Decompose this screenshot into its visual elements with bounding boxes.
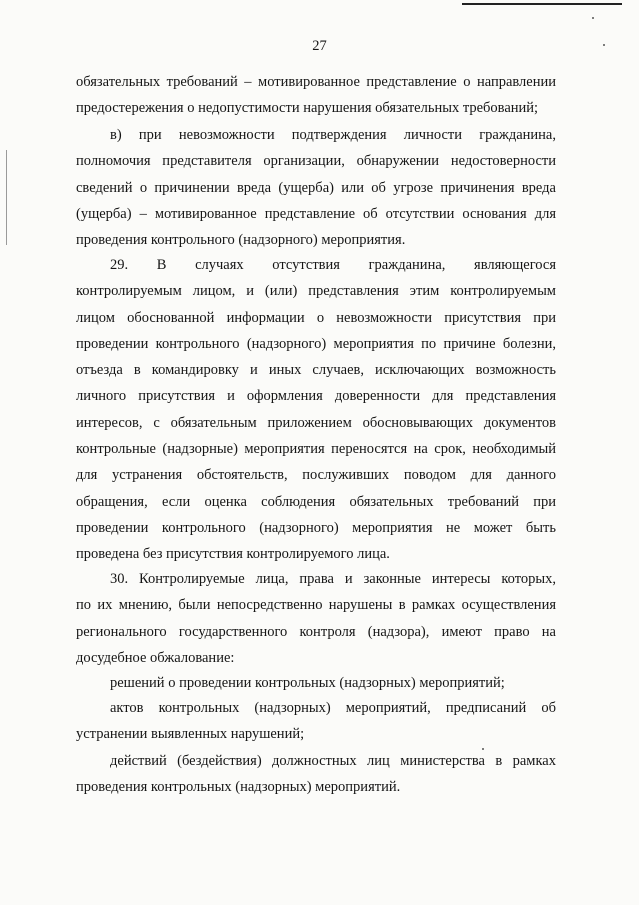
text-line: контролируемым лицом, и (или) представления этим контролируемым xyxy=(76,283,556,300)
text-line: устранении выявленных нарушений; xyxy=(76,726,305,743)
text-line: проведения контрольного (надзорного) мероприятия. xyxy=(76,232,406,249)
scan-speck xyxy=(592,17,594,19)
text-line: (ущерба) – мотивированное представление об отсутствии основания для xyxy=(76,205,556,222)
text-line: 29. В случаях отсутствия гражданина, являющегося xyxy=(110,257,556,273)
text-line: личного присутствия и оформления доверенности для представления xyxy=(76,388,556,405)
text-line: сведений о причинении вреда (ущерба) или об угрозе причинения вреда xyxy=(76,179,556,196)
text-line: в) при невозможности подтверждения личности гражданина, xyxy=(110,127,556,143)
paragraph-30 xyxy=(76,566,556,671)
text-line: решений о проведении контрольных (надзорных) мероприятий; xyxy=(110,675,505,691)
scan-margin-line xyxy=(6,150,7,245)
text-line: проведена без присутствия контролируемого лица. xyxy=(76,546,390,563)
text-line: полномочия представителя организации, обнаружении недостоверности xyxy=(76,153,556,170)
paragraph-29 xyxy=(76,252,556,568)
text-line: лицом обоснованной информации о невозможности присутствия при xyxy=(76,309,556,326)
text-line: 30. Контролируемые лица, права и законные интересы которых, xyxy=(110,571,556,587)
paragraph-item-v xyxy=(76,122,556,253)
text-line: отъезда в командировку и иных случаев, исключающих возможность xyxy=(76,362,556,379)
text-line: досудебное обжалование: xyxy=(76,649,235,666)
list-item-acts xyxy=(76,695,556,748)
text-line: для устранения обстоятельств, послуживших поводом для данного xyxy=(76,467,556,484)
text-line: обязательных требований – мотивированное представление о направлении xyxy=(76,74,556,90)
text-line: контрольные (надзорные) мероприятия переносятся на срок, необходимый xyxy=(76,441,556,458)
text-line: актов контрольных (надзорных) мероприятий, предписаний об xyxy=(110,700,556,716)
text-line: обращения, если оценка соблюдения обязательных требований при xyxy=(76,493,556,510)
text-line: регионального государственного контроля (надзора), имеют право на xyxy=(76,623,556,640)
text-line: действий (бездействия) должностных лиц министерства в рамках xyxy=(110,753,556,769)
list-item-actions xyxy=(76,748,556,801)
paragraph-continuation xyxy=(76,69,556,122)
text-line: проведения контрольных (надзорных) мероприятий. xyxy=(76,779,401,796)
page-number: 27 xyxy=(312,38,327,54)
text-line: предостережения о недопустимости нарушения обязательных требований; xyxy=(76,100,539,117)
text-line: по их мнению, были непосредственно нарушены в рамках осуществления xyxy=(76,597,556,614)
text-line: интересов, с обязательным приложением обосновывающих документов xyxy=(76,414,556,431)
text-line: проведении контрольного (надзорного) мероприятия по причине болезни, xyxy=(76,335,556,352)
list-item-decisions xyxy=(76,670,556,696)
text-line: проведении контрольного (надзорного) мероприятия не может быть xyxy=(76,519,556,536)
scan-top-rule xyxy=(462,3,622,5)
